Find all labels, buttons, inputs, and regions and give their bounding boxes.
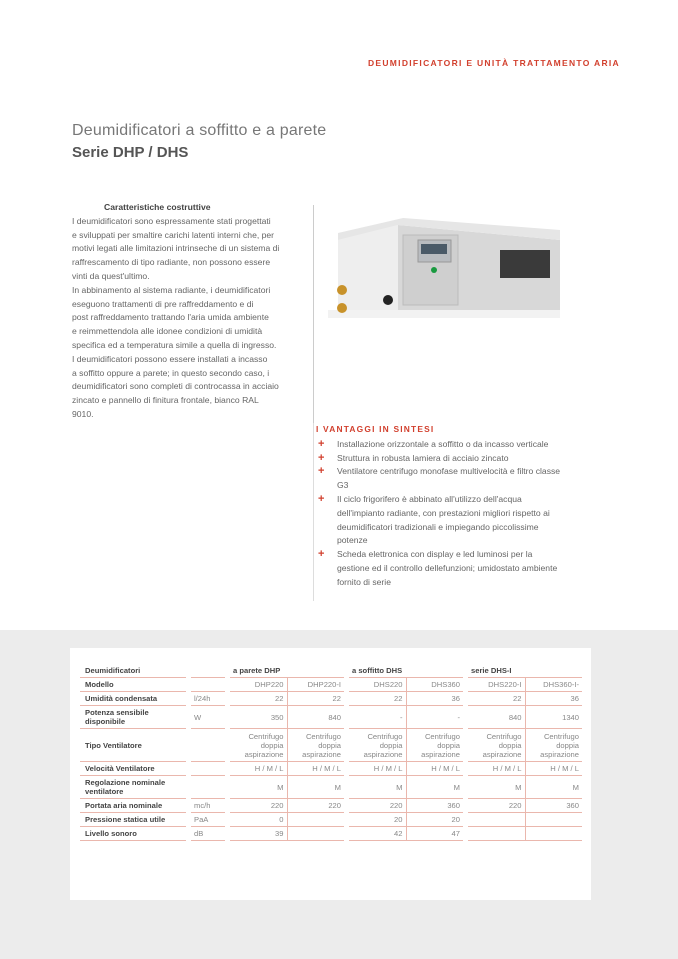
value-cell: M (349, 776, 406, 799)
row-label: Portata aria nominale (80, 799, 186, 813)
advantage-text: Scheda elettronica con display e led luminosi per la gestione ed il controllo dellefunzioni; umidostato ambiente fornito di serie (337, 549, 558, 587)
value-cell: M (406, 776, 463, 799)
value-cell: 220 (468, 799, 525, 813)
table-row (80, 813, 582, 827)
value-cell: 22 (230, 692, 287, 706)
advantages-heading: I VANTAGGI IN SINTESI (316, 424, 435, 434)
value-cell: Centrifugo doppia aspirazione (525, 729, 582, 762)
features-line: I deumidificatori sono espressamente stati progettati (72, 215, 271, 226)
value-cell: DHS360-I- (525, 678, 582, 692)
value-cell (525, 813, 582, 827)
divider (313, 423, 314, 601)
row-label: Livello sonoro (80, 827, 186, 841)
value-cell: 22 (468, 692, 525, 706)
table-row (80, 729, 582, 762)
row-unit (191, 729, 225, 762)
features-line: specifica ed a temperatura simile a quella di ingresso. (72, 339, 277, 350)
value-cell: DHP220-I (287, 678, 344, 692)
advantage-item (316, 493, 566, 548)
value-cell: Centrifugo doppia aspirazione (468, 729, 525, 762)
value-cell: M (230, 776, 287, 799)
row-unit (191, 776, 225, 799)
advantage-text: Il ciclo frigorifero è abbinato all'utilizzo dell'acqua dell'impianto radiante, con prestazioni migliori rispetto ai deumidificatori tradizionali e impiegando piccolissime potenze (337, 493, 550, 546)
value-cell: Centrifugo doppia aspirazione (349, 729, 406, 762)
value-cell: 36 (406, 692, 463, 706)
header-label: Deumidificatori (80, 664, 186, 678)
value-cell: 840 (287, 706, 344, 729)
value-cell: M (287, 776, 344, 799)
group-header: a soffitto DHS (349, 664, 463, 678)
value-cell: 0 (230, 813, 287, 827)
value-cell: H / M / L (525, 762, 582, 776)
row-unit: W (191, 706, 225, 729)
value-cell: DHP220 (230, 678, 287, 692)
features-line: vinti da quest'ultimo. (72, 270, 150, 281)
features-line: In abbinamento al sistema radiante, i deumidificatori (72, 284, 271, 295)
value-cell (287, 813, 344, 827)
features-line: e sviluppati per smaltire carichi latenti interni che, per (72, 229, 275, 240)
value-cell: Centrifugo doppia aspirazione (287, 729, 344, 762)
value-cell: DHS360 (406, 678, 463, 692)
value-cell: 220 (349, 799, 406, 813)
value-cell: H / M / L (468, 762, 525, 776)
row-label: Pressione statica utile (80, 813, 186, 827)
value-cell (468, 813, 525, 827)
value-cell: 220 (287, 799, 344, 813)
value-cell: 1340 (525, 706, 582, 729)
table-header-row (80, 664, 582, 678)
group-header: a parete DHP (230, 664, 344, 678)
table-row (80, 762, 582, 776)
plus-icon: + (318, 451, 325, 464)
divider (313, 205, 314, 423)
value-cell: Centrifugo doppia aspirazione (230, 729, 287, 762)
advantage-item (316, 548, 566, 589)
value-cell: 22 (349, 692, 406, 706)
advantage-text: Struttura in robusta lamiera di acciaio zincato (337, 452, 509, 463)
table-row (80, 706, 582, 729)
value-cell: - (406, 706, 463, 729)
page-subtitle: Serie DHP / DHS (72, 144, 189, 161)
value-cell (525, 827, 582, 841)
row-label: Tipo Ventilatore (80, 729, 186, 762)
features-heading: Caratteristiche costruttive (104, 202, 211, 212)
table-row (80, 692, 582, 706)
features-text (72, 201, 312, 422)
features-line: e reimmettendola alle idonee condizioni di umidità (72, 326, 263, 337)
row-unit: l/24h (191, 692, 225, 706)
value-cell: M (468, 776, 525, 799)
value-cell: DHS220 (349, 678, 406, 692)
value-cell: H / M / L (230, 762, 287, 776)
value-cell: 39 (230, 827, 287, 841)
row-unit: dB (191, 827, 225, 841)
advantages-section (316, 423, 566, 590)
advantage-text: Ventilatore centrifugo monofase multivelocità e filtro classe G3 (337, 466, 561, 491)
value-cell: 350 (230, 706, 287, 729)
plus-icon: + (318, 437, 325, 450)
advantage-item (316, 465, 566, 493)
row-label: Potenza sensibile disponibile (80, 706, 186, 729)
features-line: I deumidificatori possono essere installati a incasso (72, 353, 268, 364)
features-line: motivi legati alle limitazioni intrinseche di un sistema di (72, 243, 280, 254)
value-cell: 42 (349, 827, 406, 841)
value-cell: 360 (406, 799, 463, 813)
table-row (80, 799, 582, 813)
row-label: Umidità condensata (80, 692, 186, 706)
table-row (80, 776, 582, 799)
row-unit: mc/h (191, 799, 225, 813)
value-cell: DHS220-I (468, 678, 525, 692)
value-cell: 360 (525, 799, 582, 813)
table-row (80, 827, 582, 841)
features-line: 9010. (72, 408, 94, 419)
row-unit (191, 762, 225, 776)
features-line: eseguono trattamenti di pre raffreddamento e di (72, 298, 254, 309)
plus-icon: + (318, 548, 325, 561)
plus-icon: + (318, 492, 325, 505)
value-cell (287, 827, 344, 841)
value-cell: 20 (349, 813, 406, 827)
value-cell (468, 827, 525, 841)
row-unit (191, 678, 225, 692)
spec-table-card (70, 648, 591, 900)
advantages-list (316, 438, 566, 590)
section-tag: DEUMIDIFICATORI E UNITÀ TRATTAMENTO ARIA (367, 58, 620, 68)
value-cell: 22 (287, 692, 344, 706)
value-cell: H / M / L (349, 762, 406, 776)
value-cell: 220 (230, 799, 287, 813)
value-cell: H / M / L (406, 762, 463, 776)
value-cell: 840 (468, 706, 525, 729)
value-cell: 36 (525, 692, 582, 706)
row-label: Regolazione nominale ventilatore (80, 776, 186, 799)
features-line: a soffitto oppure a parete; in questo secondo caso, i (72, 367, 270, 378)
product-image (328, 200, 560, 318)
row-label: Modello (80, 678, 186, 692)
value-cell: Centrifugo doppia aspirazione (406, 729, 463, 762)
page-title: Deumidificatori a soffitto e a parete (72, 122, 327, 139)
group-header: serie DHS-I (468, 664, 582, 678)
value-cell: - (349, 706, 406, 729)
features-line: post raffreddamento trattando l'aria umida ambiente (72, 312, 269, 323)
advantage-item (316, 452, 566, 466)
features-line: raffrescamento di tipo radiante, non possono essere (72, 257, 271, 268)
value-cell: 47 (406, 827, 463, 841)
table-row (80, 678, 582, 692)
row-label: Velocità Ventilatore (80, 762, 186, 776)
value-cell: H / M / L (287, 762, 344, 776)
unit-header (191, 664, 225, 678)
row-unit: PaA (191, 813, 225, 827)
value-cell: 20 (406, 813, 463, 827)
features-line: zincato e pannello di finitura frontale, bianco RAL (72, 395, 259, 406)
features-line: deumidificatori sono completi di controcassa in acciaio (72, 381, 279, 392)
plus-icon: + (318, 465, 325, 478)
advantage-item (316, 438, 566, 452)
advantage-text: Installazione orizzontale a soffitto o da incasso verticale (337, 438, 549, 449)
features-body (72, 215, 312, 422)
value-cell: M (525, 776, 582, 799)
spec-table (80, 664, 582, 841)
